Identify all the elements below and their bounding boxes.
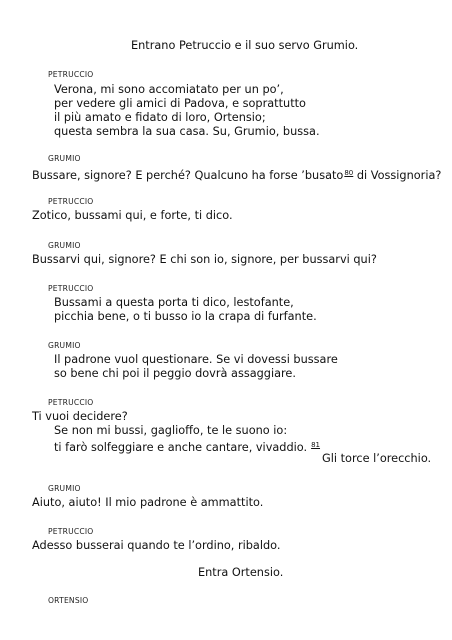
speaker-name: GRUMIO <box>48 341 81 350</box>
verse-line: Se non mi bussi, gaglioffo, te le suono io: <box>54 424 288 437</box>
speaker-name: PETRUCCIO <box>48 70 94 79</box>
stage-aside: Gli torce l’orecchio. <box>322 452 432 465</box>
verse-line: Verona, mi sono accomiatato per un po’, <box>54 83 284 96</box>
speaker-name: PETRUCCIO <box>48 284 94 293</box>
prose-line: Ti vuoi decidere? <box>32 410 128 423</box>
speaker-name: ORTENSIO <box>48 596 89 605</box>
prose-line-part: Bussare, signore? E perché? Qualcuno ha forse ’busato <box>32 169 344 182</box>
speaker-name: PETRUCCIO <box>48 398 94 407</box>
stage-direction: Entrano Petruccio e il suo servo Grumio. <box>131 39 359 52</box>
prose-line: Adesso busserai quando te l’ordino, ribaldo. <box>32 539 281 552</box>
verse-line: per vedere gli amici di Padova, e soprattutto <box>54 97 306 110</box>
verse-line: questa sembra la sua casa. Su, Grumio, bussa. <box>54 125 320 138</box>
footnote-ref[interactable]: 80 <box>344 169 354 177</box>
verse-line <box>54 438 320 455</box>
speaker-name: PETRUCCIO <box>48 197 94 206</box>
speaker-name: GRUMIO <box>48 241 81 250</box>
speaker-name: GRUMIO <box>48 484 81 493</box>
verse-line: Bussami a questa porta ti dico, lestofante, <box>54 296 294 309</box>
prose-line: Aiuto, aiuto! Il mio padrone è ammattito. <box>32 496 264 509</box>
verse-line: il più amato e fidato di loro, Ortensio; <box>54 111 266 124</box>
prose-line: Zotico, bussami qui, e forte, ti dico. <box>32 209 233 222</box>
prose-line <box>32 166 441 183</box>
stage-direction: Entra Ortensio. <box>198 566 284 579</box>
footnote-ref[interactable]: 81 <box>311 441 321 449</box>
verse-line: so bene chi poi il peggio dovrà assaggiare. <box>54 367 296 380</box>
speaker-name: PETRUCCIO <box>48 527 94 536</box>
verse-line-text: ti farò solfeggiare e anche cantare, vivaddio. <box>54 441 308 454</box>
verse-line: Il padrone vuol questionare. Se vi dovessi bussare <box>54 353 338 366</box>
prose-line-part: di Vossignoria? <box>353 169 442 182</box>
verse-line: picchia bene, o ti busso io la crapa di furfante. <box>54 310 317 323</box>
speaker-name: GRUMIO <box>48 154 81 163</box>
prose-line: Bussarvi qui, signore? E chi son io, signore, per bussarvi qui? <box>32 253 377 266</box>
